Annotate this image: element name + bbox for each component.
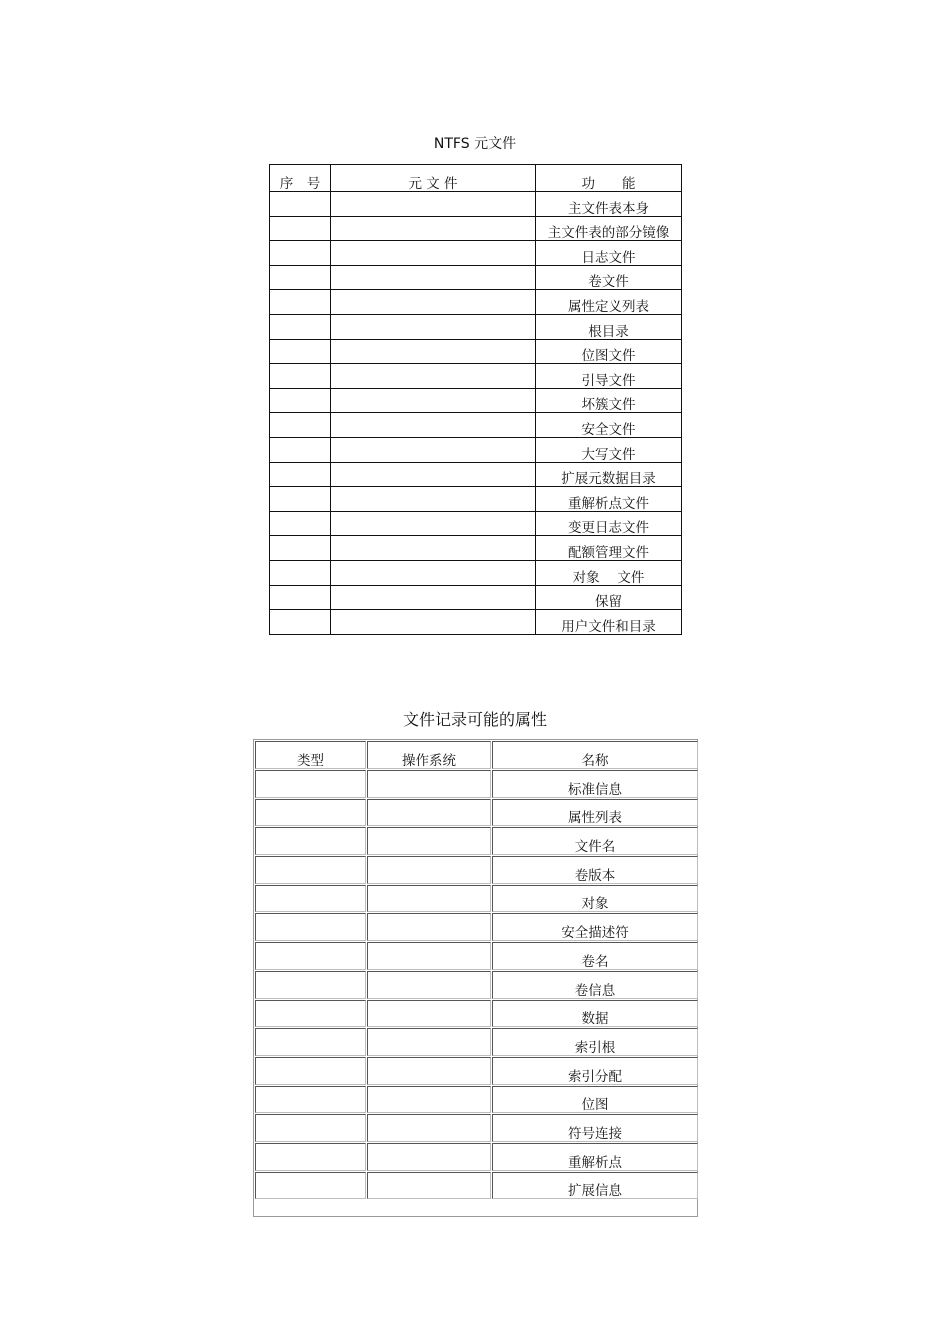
empty-cell bbox=[270, 462, 331, 487]
attribute-row bbox=[255, 1114, 698, 1142]
empty-cell bbox=[367, 770, 491, 798]
attribute-name: 位图 bbox=[492, 1086, 698, 1114]
attribute-name: 属性列表 bbox=[492, 799, 698, 827]
empty-cell bbox=[367, 1114, 491, 1142]
empty-cell bbox=[255, 942, 366, 970]
metafile-function: 配额管理文件 bbox=[536, 536, 682, 561]
metafile-row bbox=[270, 364, 682, 389]
metafile-row bbox=[270, 437, 682, 462]
empty-cell bbox=[331, 511, 536, 536]
empty-cell bbox=[367, 1172, 491, 1200]
empty-cell bbox=[367, 1000, 491, 1028]
empty-cell bbox=[367, 799, 491, 827]
metafile-function: 大写文件 bbox=[536, 437, 682, 462]
metafile-function: 扩展元数据目录 bbox=[536, 462, 682, 487]
empty-cell bbox=[270, 265, 331, 290]
attribute-name: 索引根 bbox=[492, 1028, 698, 1056]
metafiles-header-row bbox=[270, 165, 682, 192]
attribute-name: 数据 bbox=[492, 1000, 698, 1028]
metafile-row bbox=[270, 560, 682, 585]
empty-cell bbox=[270, 216, 331, 241]
empty-cell bbox=[270, 487, 331, 512]
empty-cell bbox=[270, 290, 331, 315]
metafile-row bbox=[270, 339, 682, 364]
attribute-row bbox=[255, 971, 698, 999]
empty-cell bbox=[255, 799, 366, 827]
attribute-name: 扩展信息 bbox=[492, 1172, 698, 1200]
empty-cell bbox=[255, 770, 366, 798]
metafile-row bbox=[270, 290, 682, 315]
attribute-row bbox=[255, 1028, 698, 1056]
empty-cell bbox=[367, 827, 491, 855]
empty-cell bbox=[331, 265, 536, 290]
empty-cell bbox=[331, 610, 536, 635]
metafile-function: 引导文件 bbox=[536, 364, 682, 389]
metafile-row bbox=[270, 487, 682, 512]
empty-cell bbox=[367, 1143, 491, 1171]
empty-cell bbox=[255, 913, 366, 941]
metafile-function: 属性定义列表 bbox=[536, 290, 682, 315]
empty-cell bbox=[367, 1028, 491, 1056]
attribute-name: 索引分配 bbox=[492, 1057, 698, 1085]
metafile-row bbox=[270, 462, 682, 487]
empty-cell bbox=[331, 413, 536, 438]
metafiles-table bbox=[269, 164, 682, 635]
metafile-row bbox=[270, 192, 682, 217]
attributes-title: 文件记录可能的属性 bbox=[402, 710, 547, 729]
metafile-function: 主文件表的部分镜像 bbox=[536, 216, 682, 241]
attribute-name: 卷名 bbox=[492, 942, 698, 970]
metafile-row bbox=[270, 314, 682, 339]
metafile-function: 卷文件 bbox=[536, 265, 682, 290]
metafile-row bbox=[270, 585, 682, 610]
attribute-name: 安全描述符 bbox=[492, 913, 698, 941]
metafile-function: 对象 文件 bbox=[536, 560, 682, 585]
empty-cell bbox=[255, 1028, 366, 1056]
empty-cell bbox=[331, 290, 536, 315]
empty-cell bbox=[331, 241, 536, 266]
attribute-name: 重解析点 bbox=[492, 1143, 698, 1171]
empty-cell bbox=[270, 364, 331, 389]
header-index: 序 号 bbox=[270, 165, 331, 192]
empty-cell bbox=[367, 1086, 491, 1114]
attribute-row bbox=[255, 942, 698, 970]
empty-cell bbox=[255, 1086, 366, 1114]
empty-cell bbox=[270, 192, 331, 217]
attribute-row bbox=[255, 1057, 698, 1085]
attribute-row bbox=[255, 1143, 698, 1171]
empty-cell bbox=[331, 192, 536, 217]
header-type: 类型 bbox=[255, 741, 366, 769]
metafile-function: 根目录 bbox=[536, 314, 682, 339]
header-name: 名称 bbox=[492, 741, 698, 769]
header-function: 功 能 bbox=[536, 165, 682, 192]
empty-cell bbox=[367, 1057, 491, 1085]
attribute-row bbox=[255, 770, 698, 798]
empty-cell bbox=[331, 536, 536, 561]
empty-cell bbox=[255, 856, 366, 884]
header-os: 操作系统 bbox=[367, 741, 491, 769]
empty-cell bbox=[331, 560, 536, 585]
empty-cell bbox=[331, 314, 536, 339]
metafile-function: 用户文件和目录 bbox=[536, 610, 682, 635]
empty-cell bbox=[255, 885, 366, 913]
empty-cell bbox=[367, 913, 491, 941]
attributes-table bbox=[254, 740, 699, 1200]
attribute-name: 卷版本 bbox=[492, 856, 698, 884]
metafile-function: 日志文件 bbox=[536, 241, 682, 266]
empty-cell bbox=[270, 511, 331, 536]
metafile-row bbox=[270, 388, 682, 413]
attribute-name: 标准信息 bbox=[492, 770, 698, 798]
empty-cell bbox=[367, 885, 491, 913]
attribute-name: 对象 bbox=[492, 885, 698, 913]
empty-cell bbox=[255, 1000, 366, 1028]
empty-cell bbox=[270, 437, 331, 462]
empty-cell bbox=[367, 856, 491, 884]
header-metafile: 元 文 件 bbox=[331, 165, 536, 192]
empty-cell bbox=[270, 413, 331, 438]
metafile-function: 坏簇文件 bbox=[536, 388, 682, 413]
empty-cell bbox=[331, 437, 536, 462]
attribute-row bbox=[255, 1086, 698, 1114]
metafile-function: 安全文件 bbox=[536, 413, 682, 438]
metafile-row bbox=[270, 216, 682, 241]
empty-cell bbox=[270, 314, 331, 339]
attribute-name: 文件名 bbox=[492, 827, 698, 855]
attribute-row bbox=[255, 799, 698, 827]
metafile-function: 位图文件 bbox=[536, 339, 682, 364]
metafile-function: 变更日志文件 bbox=[536, 511, 682, 536]
attribute-name: 符号连接 bbox=[492, 1114, 698, 1142]
empty-cell bbox=[331, 487, 536, 512]
attribute-row bbox=[255, 1172, 698, 1200]
empty-cell bbox=[270, 610, 331, 635]
empty-cell bbox=[331, 585, 536, 610]
empty-cell bbox=[255, 1143, 366, 1171]
attribute-row bbox=[255, 827, 698, 855]
empty-cell bbox=[270, 241, 331, 266]
empty-cell bbox=[270, 339, 331, 364]
metafile-row bbox=[270, 413, 682, 438]
empty-cell bbox=[331, 462, 536, 487]
empty-cell bbox=[255, 1114, 366, 1142]
empty-cell bbox=[255, 1057, 366, 1085]
empty-cell bbox=[270, 388, 331, 413]
metafile-row bbox=[270, 241, 682, 266]
empty-cell bbox=[331, 216, 536, 241]
attribute-row bbox=[255, 856, 698, 884]
attribute-row bbox=[255, 885, 698, 913]
metafile-row bbox=[270, 536, 682, 561]
metafiles-title: NTFS 元文件 bbox=[433, 136, 517, 152]
empty-cell bbox=[367, 971, 491, 999]
metafile-function: 保留 bbox=[536, 585, 682, 610]
attribute-row bbox=[255, 913, 698, 941]
attributes-table-frame bbox=[253, 739, 698, 1217]
metafile-row bbox=[270, 511, 682, 536]
empty-cell bbox=[367, 942, 491, 970]
empty-cell bbox=[255, 971, 366, 999]
empty-cell bbox=[270, 536, 331, 561]
empty-cell bbox=[331, 339, 536, 364]
attributes-header-row bbox=[255, 741, 698, 769]
metafile-row bbox=[270, 265, 682, 290]
empty-cell bbox=[255, 827, 366, 855]
metafile-row bbox=[270, 610, 682, 635]
metafile-function: 主文件表本身 bbox=[536, 192, 682, 217]
attribute-name: 卷信息 bbox=[492, 971, 698, 999]
empty-cell bbox=[270, 560, 331, 585]
empty-cell bbox=[331, 388, 536, 413]
empty-cell bbox=[270, 585, 331, 610]
empty-cell bbox=[331, 364, 536, 389]
metafile-function: 重解析点文件 bbox=[536, 487, 682, 512]
attribute-row bbox=[255, 1000, 698, 1028]
empty-cell bbox=[255, 1172, 366, 1200]
